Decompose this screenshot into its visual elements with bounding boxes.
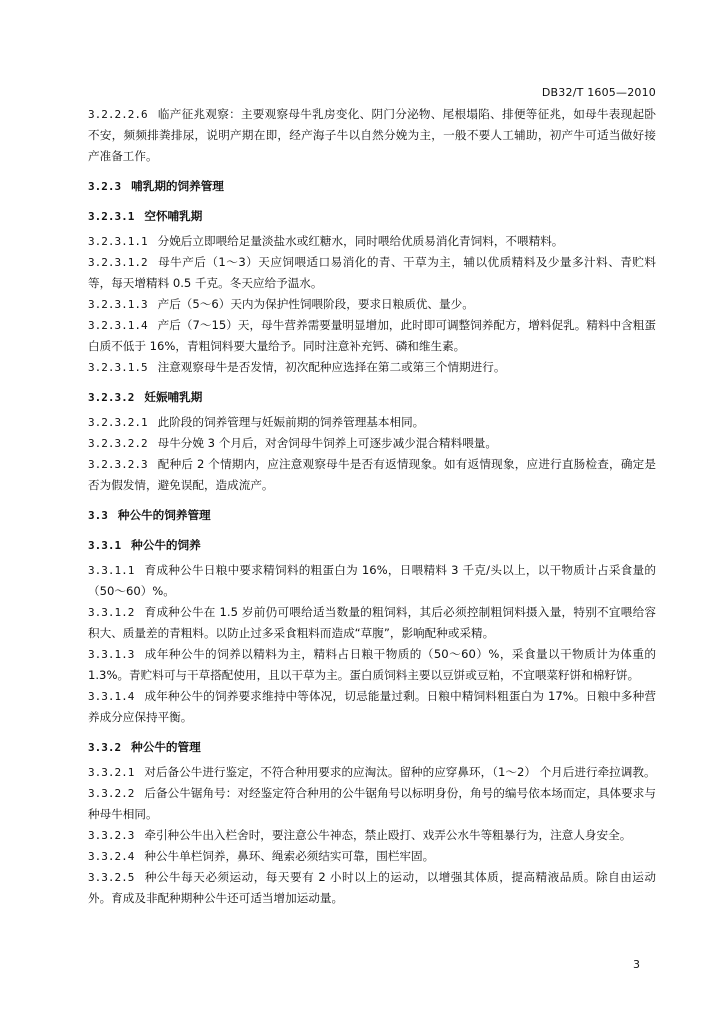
clause-text: 对后备公牛进行鉴定，不符合种用要求的应淘汰。留种的应穿鼻环，（1～2） 个月后进行牵拉调教。 (144, 765, 656, 779)
clause-text: 育成种公牛在 1.5 岁前仍可喂给适当数量的粗饲料，其后必须控制粗饲料摄入量，特别不宜喂给容积大、质量差的青粗料。以防止过多采食粗料而造成“草腹”，影响配种或采精。 (88, 605, 656, 640)
clause-text: 产后（7～15）天，母牛营养需要量明显增加，此时即可调整饲养配方，增料促乳。精料中含粗蛋白质不低于 16%，青粗饲料要大量给予。同时注意补充钙、磷和维生素。 (88, 318, 656, 353)
clause-text: 临产征兆观察：主要观察母牛乳房变化、阴门分泌物、尾根塌陷、排便等征兆，如母牛表现起卧不安，频频排粪排尿，说明产期在即，经产海子牛以自然分娩为主，一般不要人工辅助，初产牛可适当做好接产准备工作。 (88, 107, 656, 163)
clause-number: 3.2.3.1.5 (88, 361, 148, 374)
section-title: 哺乳期的饲养管理 (131, 179, 224, 193)
subsection-heading (88, 737, 656, 758)
clause (88, 231, 656, 252)
clause-number: 3.2.3.1.1 (88, 235, 148, 248)
clause (88, 783, 656, 825)
clause (88, 762, 656, 783)
section-number: 3.2.3.1 (88, 210, 135, 223)
clause (88, 454, 656, 496)
document-body (88, 104, 656, 909)
clause (88, 433, 656, 454)
clause-text: 注意观察母牛是否发情，初次配种应选择在第二或第三个情期进行。 (157, 360, 506, 374)
clause (88, 294, 656, 315)
clause-number: 3.3.1.3 (88, 648, 135, 661)
clause (88, 602, 656, 644)
section-heading (88, 176, 656, 197)
clause-text: 此阶段的饲养管理与妊娠前期的饲养管理基本相同。 (157, 415, 425, 429)
clause-number: 3.3.2.3 (88, 829, 135, 842)
clause (88, 686, 656, 728)
clause-number: 3.3.1.4 (88, 690, 135, 703)
clause-number: 3.2.3.2.1 (88, 416, 148, 429)
section-heading (88, 505, 656, 526)
subsection-heading (88, 535, 656, 556)
clause-number: 3.2.3.1.2 (88, 256, 148, 269)
clause-text: 成年种公牛的饲养要求维持中等体况，切忌能量过剩。日粮中精饲料粗蛋白为 17%。日粮中多种营养成分应保持平衡。 (88, 689, 656, 724)
clause-text: 分娩后立即喂给足量淡盐水或红糖水，同时喂给优质易消化青饲料，不喂精料。 (157, 234, 564, 248)
section-title: 种公牛的饲养 (131, 538, 201, 552)
section-title: 种公牛的管理 (131, 740, 201, 754)
clause-text: 母牛分娩 3 个月后，对舍饲母牛饲养上可逐步减少混合精料喂量。 (157, 436, 497, 450)
section-number: 3.2.3.2 (88, 391, 135, 404)
clause-number: 3.2.3.2.3 (88, 458, 148, 471)
clause (88, 867, 656, 909)
clause-number: 3.2.2.2.6 (88, 108, 148, 121)
section-number: 3.3.1 (88, 539, 122, 552)
clause (88, 357, 656, 378)
page-number: 3 (633, 958, 640, 971)
clause-text: 成年种公牛的饲养以精料为主，精料占日粮干物质的（50～60）%，采食量以干物质计为体重的 1.3%。青贮料可与干草搭配使用，且以干草为主。蛋白质饲料主要以豆饼或豆粕，不宜喂菜籽饼和棉籽饼。 (88, 647, 656, 682)
clause-text: 育成种公牛日粮中要求精饲料的粗蛋白为 16%，日喂精料 3 千克/头以上，以干物质计占采食量的（50～60）%。 (88, 563, 656, 598)
clause-text: 种公牛单栏饲养，鼻环、绳索必须结实可靠，围栏牢固。 (144, 849, 435, 863)
clause-number: 3.2.3.1.3 (88, 298, 148, 311)
clause-number: 3.3.2.1 (88, 766, 135, 779)
clause (88, 315, 656, 357)
section-title: 种公牛的饲养管理 (117, 508, 211, 522)
clause (88, 846, 656, 867)
subsection-heading (88, 206, 656, 227)
section-number: 3.2.3 (88, 180, 122, 193)
clause-text: 后备公牛锯角号：对经鉴定符合种用的公牛锯角号以标明身份，角号的编号依本场而定，具体要求与种母牛相同。 (88, 786, 656, 821)
clause-number: 3.3.2.2 (88, 787, 135, 800)
clause-text: 母牛产后（1～3）天应饲喂适口易消化的青、干草为主，辅以优质精料及少量多汁料、青贮料等，每天增精料 0.5 千克。冬天应给予温水。 (88, 255, 656, 290)
section-number: 3.3 (88, 509, 108, 522)
clause-number: 3.2.3.1.4 (88, 319, 148, 332)
clause-number: 3.2.3.2.2 (88, 437, 148, 450)
clause-number: 3.3.1.1 (88, 564, 135, 577)
section-number: 3.3.2 (88, 741, 122, 754)
clause (88, 104, 656, 167)
clause-number: 3.3.2.4 (88, 850, 135, 863)
section-title: 妊娠哺乳期 (144, 390, 203, 404)
clause (88, 825, 656, 846)
subsection-heading (88, 387, 656, 408)
clause (88, 560, 656, 602)
clause (88, 252, 656, 294)
clause-number: 3.3.1.2 (88, 606, 135, 619)
clause (88, 412, 656, 433)
clause-text: 牵引种公牛出入栏舍时，要注意公牛神态，禁止殴打、戏弄公水牛等粗暴行为，注意人身安全。 (144, 828, 632, 842)
clause-text: 种公牛每天必须运动，每天要有 2 小时以上的运动，以增强其体质，提高精液品质。除自由运动外。育成及非配种期种公牛还可适当增加运动量。 (88, 870, 656, 905)
clause-number: 3.3.2.5 (88, 871, 135, 884)
clause (88, 644, 656, 686)
section-title: 空怀哺乳期 (144, 209, 203, 223)
clause-text: 配种后 2 个情期内，应注意观察母牛是否有返情现象。如有返情现象，应进行直肠检查，确定是否为假发情，避免误配，造成流产。 (88, 457, 656, 492)
clause-text: 产后（5～6）天内为保护性饲喂阶段，要求日粮质优、量少。 (157, 297, 474, 311)
document-code: DB32/T 1605—2010 (541, 86, 656, 99)
